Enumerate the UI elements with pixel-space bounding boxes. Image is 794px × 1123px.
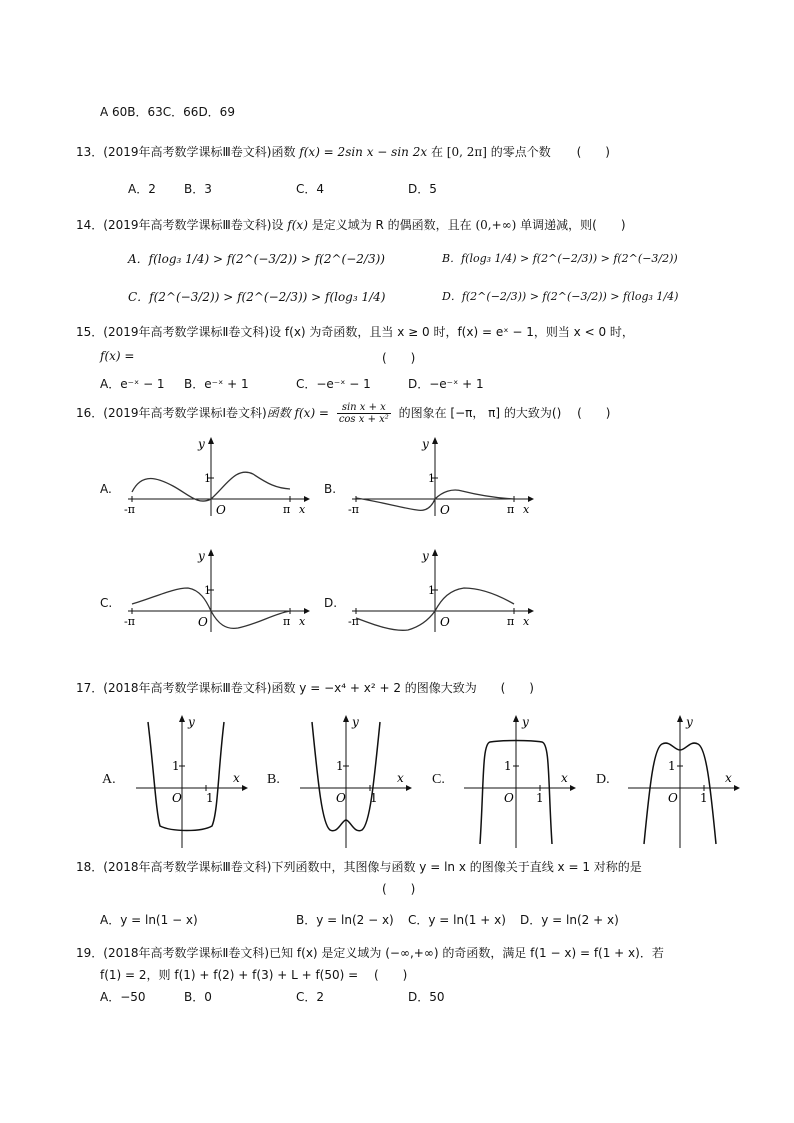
axis-x-label: x [561, 771, 568, 785]
tick-1-x-label: 1 [370, 791, 378, 805]
tick-1-label: 1 [204, 584, 211, 597]
axis-x-label: x [523, 503, 530, 516]
q14-source: (2019年高考数学课标Ⅲ卷文科) [103, 218, 272, 232]
axis-y-label: y [198, 437, 205, 451]
q13-option-b: B．3 [184, 182, 212, 196]
pi-label: π [507, 503, 515, 516]
q16-answer-paren: ( ) [577, 406, 611, 420]
q16-option-a-label: A. [100, 482, 112, 496]
q18-option-c: C．y = ln(1 + x) [408, 913, 506, 927]
q17-graph-a [132, 712, 252, 850]
axis-x-label: x [233, 771, 240, 785]
q16-graph-c [118, 548, 318, 634]
tick-1-label: 1 [428, 472, 435, 485]
tick-1-label: 1 [428, 584, 435, 597]
tick-1-y-label: 1 [504, 759, 512, 773]
q13-expr: f(x) = 2sin x − sin 2x [299, 145, 428, 159]
q15-option-a: A．e⁻ˣ − 1 [100, 377, 165, 391]
pi-label: π [283, 503, 291, 516]
axis-y-label: y [686, 715, 693, 729]
q18-text: 下列函数中，其图像与函数 y = ln x 的图像关于直线 x = 1 对称的是 [271, 860, 642, 874]
tick-1-label: 1 [204, 472, 211, 485]
q18-number: 18． [76, 860, 104, 874]
q15-source: (2019年高考数学课标Ⅱ卷文科) [103, 325, 270, 339]
axis-x-label: x [397, 771, 404, 785]
q19-option-c: C．2 [296, 990, 325, 1004]
q18-answer-paren: ( ) [382, 882, 416, 896]
q15-stem [76, 323, 634, 340]
q16-graph-b [342, 436, 542, 518]
q14-option-c: C．f(2^(−3/2)) > f(2^(−2/3)) > f(log₃ 1/4) [128, 290, 386, 304]
q15-fx-blank: f(x) = [100, 349, 135, 363]
q17-graph-d [624, 712, 744, 850]
q16-source: (2019年高考数学课标Ⅰ卷文科) [103, 406, 267, 420]
q15-answer-paren: ( ) [382, 351, 416, 365]
tick-1-y-label: 1 [172, 759, 180, 773]
q16-option-c-label: C. [100, 596, 113, 610]
q14-option-b: B．f(log₃ 1/4) > f(2^(−2/3)) > f(2^(−3/2)) [442, 252, 678, 265]
q13-text-2: 在 [427, 145, 447, 159]
q17-option-d-label: D. [596, 772, 610, 787]
q18-source: (2018年高考数学课标Ⅲ卷文科) [103, 860, 272, 874]
q16-graph-a [118, 436, 318, 518]
neg-pi-label: -π [124, 503, 135, 516]
q14-interval: (0,+∞) [475, 218, 517, 232]
q13-answer-paren: ( ) [576, 145, 610, 159]
q14-text-1: 设 [271, 218, 288, 232]
origin-label: O [172, 791, 182, 805]
q19-answer-paren: ( ) [374, 968, 408, 982]
q14-fx: f(x) [287, 218, 308, 232]
q16-number: 16． [76, 406, 104, 420]
q16-denominator: cos x + x² [338, 414, 389, 425]
q13-interval: [0, 2π] [446, 145, 487, 159]
axis-x-label: x [299, 503, 306, 516]
q14-number: 14． [76, 218, 104, 232]
axis-y-label: y [522, 715, 529, 729]
origin-label: O [198, 615, 208, 629]
axis-x-label: x [725, 771, 732, 785]
q15-line2 [100, 349, 134, 363]
tick-1-x-label: 1 [206, 791, 214, 805]
axis-y-label: y [352, 715, 359, 729]
q17-source: (2018年高考数学课标Ⅲ卷文科) [103, 681, 272, 695]
q17-graph-c [460, 712, 580, 850]
q18-option-a: A．y = ln(1 − x) [100, 913, 198, 927]
axis-x-label: x [299, 615, 306, 628]
q19-line2 [100, 966, 407, 983]
tick-1-x-label: 1 [700, 791, 708, 805]
q18-option-d: D．y = ln(2 + x) [520, 913, 619, 927]
q16-fraction [337, 402, 391, 425]
q18-stem [76, 858, 642, 875]
q14-text-2: 是定义域为 R 的偶函数，且在 [307, 218, 476, 232]
q19-option-d: D．50 [408, 990, 445, 1004]
axis-y-label: y [422, 437, 429, 451]
q16-option-d-label: D. [324, 596, 338, 610]
q17-graph-b [296, 712, 416, 850]
q15-option-b: B．e⁻ˣ + 1 [184, 377, 249, 391]
axis-y-label: y [198, 549, 205, 563]
q16-text: 的图象在 [−π， π] 的大致为() [394, 406, 562, 420]
origin-label: O [440, 503, 450, 517]
q14-option-a: A．f(log₃ 1/4) > f(2^(−3/2)) > f(2^(−2/3)) [128, 252, 385, 266]
q19-source: (2018年高考数学课标Ⅱ卷文科) [103, 946, 270, 960]
origin-label: O [504, 791, 514, 805]
axis-y-label: y [188, 715, 195, 729]
origin-label: O [216, 503, 226, 517]
origin-label: O [440, 615, 450, 629]
neg-pi-label: -π [348, 615, 359, 628]
q19-text: 已知 f(x) 是定义域为 (−∞,+∞) 的奇函数，满足 f(1 − x) = f(1 + x)．若 [269, 946, 664, 960]
q16-option-b-label: B. [324, 482, 337, 496]
neg-pi-label: -π [124, 615, 135, 628]
neg-pi-label: -π [348, 503, 359, 516]
q13-stem [76, 143, 610, 160]
q17-answer-paren: ( ) [500, 681, 534, 695]
q13-number: 13． [76, 145, 104, 159]
q13-text-1: 函数 [271, 145, 300, 159]
q13-option-a: A．2 [128, 182, 156, 196]
q19-number: 19． [76, 946, 104, 960]
tick-1-x-label: 1 [536, 791, 544, 805]
q16-numerator: sin x + x [337, 402, 391, 414]
pi-label: π [507, 615, 515, 628]
q19-option-a: A．−50 [100, 990, 146, 1004]
q16-stem [76, 402, 610, 425]
axis-x-label: x [523, 615, 530, 628]
q15-number: 15． [76, 325, 104, 339]
origin-label: O [668, 791, 678, 805]
q16-graph-d [342, 548, 542, 634]
q15-option-d: D．−e⁻ˣ + 1 [408, 377, 484, 391]
axis-y-label: y [422, 549, 429, 563]
q19-stem [76, 944, 664, 961]
q17-option-b-label: B. [267, 772, 280, 787]
q15-option-c: C．−e⁻ˣ − 1 [296, 377, 371, 391]
q13-option-c: C．4 [296, 182, 325, 196]
q17-text: 函数 y = −x⁴ + x² + 2 的图像大致为 [271, 681, 477, 695]
q14-text-3: 单调递减，则( ) [516, 218, 626, 232]
q19-option-b: B．0 [184, 990, 212, 1004]
tick-1-y-label: 1 [668, 759, 676, 773]
q13-text-3: 的零点个数 [486, 145, 551, 159]
q17-option-c-label: C. [432, 772, 445, 787]
q15-text: 设 f(x) 为奇函数，且当 x ≥ 0 时，f(x) = eˣ − 1，则当 x < 0 时， [269, 325, 634, 339]
q19-text-2: f(1) = 2，则 f(1) + f(2) + f(3) + L + f(50) = [100, 968, 359, 982]
q18-option-b: B．y = ln(2 − x) [296, 913, 394, 927]
tick-1-y-label: 1 [336, 759, 344, 773]
q17-number: 17． [76, 681, 104, 695]
q13-option-d: D．5 [408, 182, 437, 196]
q13-source: (2019年高考数学课标Ⅲ卷文科) [103, 145, 272, 159]
q12-options: A 60B．63C．66D．69 [100, 105, 235, 119]
q17-option-a-label: A. [102, 772, 116, 787]
q16-func: 函数 f(x) = [266, 406, 333, 420]
q14-option-d: D．f(2^(−2/3)) > f(2^(−3/2)) > f(log₃ 1/4) [442, 290, 679, 303]
q17-stem [76, 679, 534, 696]
pi-label: π [283, 615, 291, 628]
origin-label: O [336, 791, 346, 805]
q14-stem [76, 216, 626, 233]
